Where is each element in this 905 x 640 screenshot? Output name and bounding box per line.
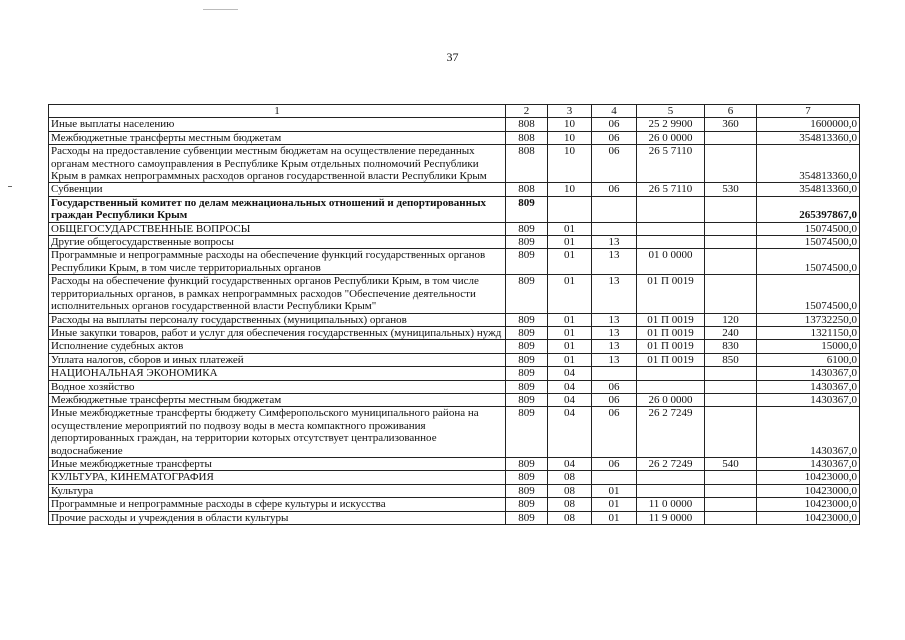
row-description: НАЦИОНАЛЬНАЯ ЭКОНОМИКА <box>49 367 506 380</box>
row-code <box>637 367 705 380</box>
budget-table <box>48 104 860 525</box>
row-code: 120 <box>705 313 757 326</box>
row-code: 11 0 0000 <box>637 498 705 511</box>
table-body <box>49 118 860 525</box>
row-code: 809 <box>506 511 548 524</box>
table-row <box>49 183 860 196</box>
row-code <box>705 407 757 458</box>
row-code: 809 <box>506 313 548 326</box>
row-code: 06 <box>592 183 637 196</box>
row-code <box>705 196 757 222</box>
row-code: 360 <box>705 118 757 131</box>
row-code <box>637 236 705 249</box>
row-code: 809 <box>506 471 548 484</box>
row-description: Программные и непрограммные расходы в сфере культуры и искусства <box>49 498 506 511</box>
row-code: 01 0 0000 <box>637 249 705 275</box>
row-code: 10 <box>548 183 592 196</box>
row-code: 04 <box>548 367 592 380</box>
row-code: 809 <box>506 249 548 275</box>
row-code <box>705 380 757 393</box>
row-code: 01 <box>592 511 637 524</box>
row-code: 26 0 0000 <box>637 131 705 144</box>
row-amount: 1430367,0 <box>757 407 860 458</box>
row-description: ОБЩЕГОСУДАРСТВЕННЫЕ ВОПРОСЫ <box>49 222 506 235</box>
row-code: 01 <box>592 498 637 511</box>
scan-artifact-line <box>203 9 238 10</box>
row-code: 26 0 0000 <box>637 393 705 406</box>
row-description: Государственный комитет по делам межнациональных отношений и депортированных граждан Республики Крым <box>49 196 506 222</box>
row-description: Иные закупки товаров, работ и услуг для обеспечения государственных (муниципальных) нужд <box>49 326 506 339</box>
row-code: 809 <box>506 236 548 249</box>
scan-artifact-dash <box>8 186 12 187</box>
row-amount: 15074500,0 <box>757 275 860 313</box>
row-code: 08 <box>548 511 592 524</box>
row-code <box>637 484 705 497</box>
row-code <box>592 222 637 235</box>
row-code: 01 П 0019 <box>637 326 705 339</box>
row-code: 01 П 0019 <box>637 313 705 326</box>
row-code <box>705 484 757 497</box>
row-code: 25 2 9900 <box>637 118 705 131</box>
column-header: 2 <box>506 105 548 118</box>
row-code: 26 2 7249 <box>637 457 705 470</box>
row-description: Прочие расходы и учреждения в области культуры <box>49 511 506 524</box>
row-code: 04 <box>548 393 592 406</box>
row-code: 13 <box>592 340 637 353</box>
row-code: 01 <box>548 313 592 326</box>
row-amount: 15074500,0 <box>757 222 860 235</box>
row-code <box>705 249 757 275</box>
row-code: 809 <box>506 275 548 313</box>
table-row <box>49 118 860 131</box>
row-code <box>705 145 757 183</box>
row-amount: 1430367,0 <box>757 457 860 470</box>
table-row <box>49 145 860 183</box>
row-description: Расходы на обеспечение функций государственных органов Республики Крым, в том числе территориальных органов, в рамках непрограммных расходов "Обеспечение деятельности исполнительных органов государственной власти Республики Крым" <box>49 275 506 313</box>
row-description: Расходы на предоставление субвенции местным бюджетам на осуществление переданных органам местного самоуправления в Республике Крым отдельных полномочий Республики Крым в рамках непрограммных расходов органов государственной власти Республики Крым <box>49 145 506 183</box>
row-code: 809 <box>506 457 548 470</box>
row-code: 06 <box>592 407 637 458</box>
row-amount: 10423000,0 <box>757 511 860 524</box>
row-code: 01 <box>548 340 592 353</box>
table-row <box>49 222 860 235</box>
row-amount: 1430367,0 <box>757 380 860 393</box>
table-row <box>49 380 860 393</box>
row-description: КУЛЬТУРА, КИНЕМАТОГРАФИЯ <box>49 471 506 484</box>
column-header: 4 <box>592 105 637 118</box>
row-code: 809 <box>506 393 548 406</box>
row-code: 11 9 0000 <box>637 511 705 524</box>
row-amount: 354813360,0 <box>757 145 860 183</box>
row-code: 06 <box>592 131 637 144</box>
row-code: 10 <box>548 131 592 144</box>
row-code: 06 <box>592 393 637 406</box>
row-code: 10 <box>548 145 592 183</box>
row-code: 01 П 0019 <box>637 353 705 366</box>
row-amount: 354813360,0 <box>757 131 860 144</box>
row-code <box>705 393 757 406</box>
row-code: 04 <box>548 407 592 458</box>
row-amount: 15074500,0 <box>757 249 860 275</box>
row-amount: 6100,0 <box>757 353 860 366</box>
row-amount: 15074500,0 <box>757 236 860 249</box>
column-header: 7 <box>757 105 860 118</box>
row-code: 01 П 0019 <box>637 275 705 313</box>
table-row <box>49 471 860 484</box>
row-code: 01 <box>548 326 592 339</box>
row-amount: 15000,0 <box>757 340 860 353</box>
row-code <box>705 498 757 511</box>
table-row <box>49 498 860 511</box>
row-amount: 1430367,0 <box>757 393 860 406</box>
row-code: 26 5 7110 <box>637 183 705 196</box>
row-code: 13 <box>592 326 637 339</box>
row-amount: 1430367,0 <box>757 367 860 380</box>
row-code: 809 <box>506 222 548 235</box>
row-code: 08 <box>548 498 592 511</box>
row-code: 808 <box>506 131 548 144</box>
row-code <box>592 471 637 484</box>
row-code: 01 П 0019 <box>637 340 705 353</box>
row-description: Программные и непрограммные расходы на обеспечение функций государственных органов Республики Крым, в том числе территориальных органов <box>49 249 506 275</box>
row-description: Культура <box>49 484 506 497</box>
row-description: Исполнение судебных актов <box>49 340 506 353</box>
table-row <box>49 313 860 326</box>
row-amount: 13732250,0 <box>757 313 860 326</box>
row-code: 01 <box>548 353 592 366</box>
row-code <box>705 471 757 484</box>
row-code: 13 <box>592 249 637 275</box>
table-row <box>49 196 860 222</box>
row-code: 04 <box>548 457 592 470</box>
row-code: 01 <box>548 222 592 235</box>
row-code <box>592 367 637 380</box>
row-code <box>637 222 705 235</box>
row-code: 808 <box>506 183 548 196</box>
row-amount: 10423000,0 <box>757 484 860 497</box>
table-row <box>49 367 860 380</box>
row-code: 01 <box>548 236 592 249</box>
row-code: 01 <box>592 484 637 497</box>
row-code: 809 <box>506 196 548 222</box>
row-code: 809 <box>506 407 548 458</box>
row-description: Расходы на выплаты персоналу государственных (муниципальных) органов <box>49 313 506 326</box>
table-row <box>49 326 860 339</box>
table-row <box>49 249 860 275</box>
table-row <box>49 353 860 366</box>
row-amount: 1600000,0 <box>757 118 860 131</box>
row-code: 808 <box>506 118 548 131</box>
table-row <box>49 407 860 458</box>
row-code <box>592 196 637 222</box>
column-header: 1 <box>49 105 506 118</box>
row-description: Иные межбюджетные трансферты <box>49 457 506 470</box>
row-code: 13 <box>592 275 637 313</box>
row-amount: 10423000,0 <box>757 498 860 511</box>
row-code <box>637 471 705 484</box>
row-code: 240 <box>705 326 757 339</box>
table-row <box>49 511 860 524</box>
row-code <box>637 196 705 222</box>
row-code: 26 5 7110 <box>637 145 705 183</box>
row-code: 04 <box>548 380 592 393</box>
table-row <box>49 484 860 497</box>
column-header: 6 <box>705 105 757 118</box>
row-code: 06 <box>592 145 637 183</box>
row-description: Субвенции <box>49 183 506 196</box>
row-description: Межбюджетные трансферты местным бюджетам <box>49 131 506 144</box>
row-code: 26 2 7249 <box>637 407 705 458</box>
table-row <box>49 236 860 249</box>
table-row <box>49 457 860 470</box>
row-code: 10 <box>548 118 592 131</box>
row-code: 06 <box>592 380 637 393</box>
row-code: 06 <box>592 118 637 131</box>
row-code: 808 <box>506 145 548 183</box>
row-code: 06 <box>592 457 637 470</box>
row-code: 809 <box>506 326 548 339</box>
table-header-row <box>49 105 860 118</box>
row-code: 809 <box>506 484 548 497</box>
table-row <box>49 275 860 313</box>
row-code <box>705 275 757 313</box>
column-header: 3 <box>548 105 592 118</box>
row-code: 850 <box>705 353 757 366</box>
row-code: 01 <box>548 249 592 275</box>
row-code: 540 <box>705 457 757 470</box>
row-code: 13 <box>592 313 637 326</box>
row-code: 01 <box>548 275 592 313</box>
row-code <box>637 380 705 393</box>
row-code <box>705 236 757 249</box>
row-code: 13 <box>592 236 637 249</box>
table-row <box>49 393 860 406</box>
row-code: 08 <box>548 471 592 484</box>
page-number: 37 <box>446 50 459 64</box>
row-amount: 265397867,0 <box>757 196 860 222</box>
row-code: 809 <box>506 498 548 511</box>
row-code: 809 <box>506 367 548 380</box>
row-description: Уплата налогов, сборов и иных платежей <box>49 353 506 366</box>
row-description: Межбюджетные трансферты местным бюджетам <box>49 393 506 406</box>
column-header: 5 <box>637 105 705 118</box>
row-code <box>705 367 757 380</box>
row-code: 809 <box>506 340 548 353</box>
row-description: Водное хозяйство <box>49 380 506 393</box>
row-amount: 354813360,0 <box>757 183 860 196</box>
row-code: 809 <box>506 353 548 366</box>
row-code <box>705 131 757 144</box>
row-code <box>548 196 592 222</box>
row-code <box>705 222 757 235</box>
table-row <box>49 131 860 144</box>
row-code: 809 <box>506 380 548 393</box>
row-code: 08 <box>548 484 592 497</box>
row-description: Иные выплаты населению <box>49 118 506 131</box>
row-amount: 10423000,0 <box>757 471 860 484</box>
row-amount: 1321150,0 <box>757 326 860 339</box>
row-code <box>705 511 757 524</box>
row-code: 13 <box>592 353 637 366</box>
row-code: 830 <box>705 340 757 353</box>
row-description: Иные межбюджетные трансферты бюджету Симферопольского муниципального района на осуществление мероприятий по подвозу воды в места компактного проживания депортированных граждан, на территории которых отсутствует централизованное водоснабжение <box>49 407 506 458</box>
table-row <box>49 340 860 353</box>
row-code: 530 <box>705 183 757 196</box>
row-description: Другие общегосударственные вопросы <box>49 236 506 249</box>
